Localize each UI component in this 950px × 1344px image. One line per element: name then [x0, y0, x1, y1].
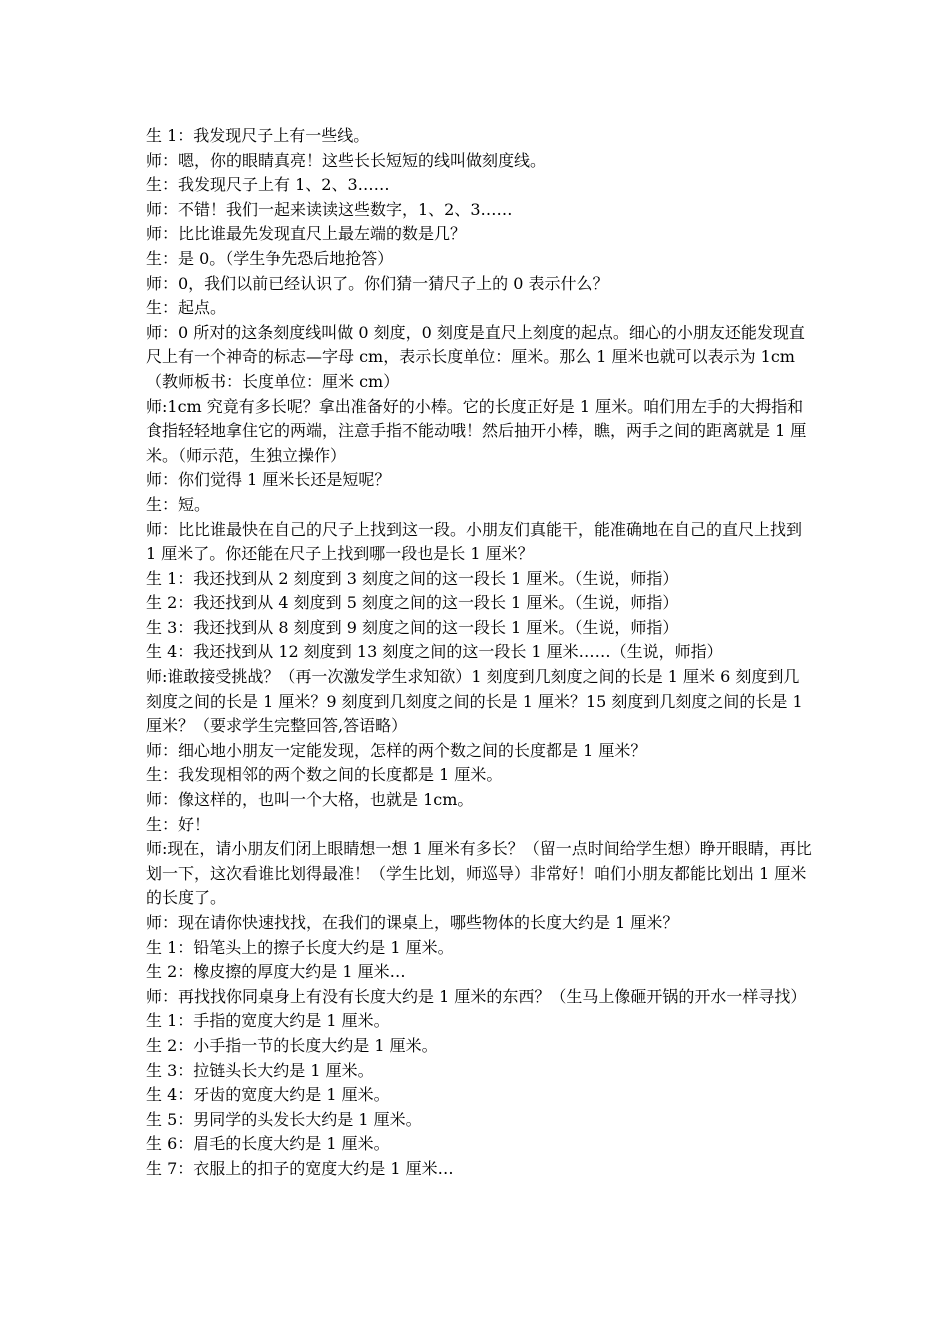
paragraph: 师：你们觉得 1 厘米长还是短呢？ — [146, 470, 391, 490]
paragraph: 师：0 所对的这条刻度线叫做 0 刻度，0 刻度是直尺上刻度的起点。细心的小朋友还能发现直尺上有一个神奇的标志—字母 cm，表示长度单位：厘米。那么 1 厘米也就可以表示为 1cm（教师板书：长度单位：厘米 cm） — [146, 322, 805, 391]
paragraph: 生 3：我还找到从 8 刻度到 9 刻度之间的这一段长 1 厘米。（生说，师指） — [146, 617, 679, 637]
paragraph: 生 1：我发现尺子上有一些线。 — [146, 126, 370, 145]
paragraph: 生 1：我还找到从 2 刻度到 3 刻度之间的这一段长 1 厘米。（生说，师指） — [146, 568, 679, 588]
paragraph: 生 1：手指的宽度大约是 1 厘米。 — [146, 1011, 390, 1031]
paragraph: 生：我发现尺子上有 1、2、3…… — [146, 175, 390, 195]
paragraph: 师：再找找你同桌身上有没有长度大约是 1 厘米的东西？（生马上像砸开锅的开水一样寻找） — [146, 986, 807, 1006]
paragraph: 师：0，我们以前已经认识了。你们猜一猜尺子上的 0 表示什么？ — [146, 273, 609, 293]
paragraph: 生：是 0。（学生争先恐后地抢答） — [146, 248, 394, 268]
paragraph: 师:谁敢接受挑战？（再一次激发学生求知欲）1 刻度到几刻度之间的长是 1 厘米 6 刻度到几刻度之间的长是 1 厘米？9 刻度到几刻度之间的长是 1 厘米？15 刻度到几刻度之间的长是 1 厘米？（要求学生完整回答,答语略） — [146, 667, 803, 736]
paragraph: 生 3：拉链头长大约是 1 厘米。 — [146, 1060, 374, 1080]
paragraph: 师：比比谁最快在自己的尺子上找到这一段。小朋友们真能干，能准确地在自己的直尺上找到 1 厘米了。你还能在尺子上找到哪一段也是长 1 厘米？ — [146, 519, 803, 564]
paragraph: 生 2：橡皮擦的厚度大约是 1 厘米… — [146, 962, 406, 982]
paragraph: 生：起点。 — [146, 298, 227, 318]
paragraph: 生 4：我还找到从 12 刻度到 13 刻度之间的这一段长 1 厘米……（生说，师指） — [146, 642, 723, 662]
paragraph: 师：比比谁最先发现直尺上最左端的数是几？ — [146, 224, 467, 244]
paragraph: 师：细心地小朋友一定能发现，怎样的两个数之间的长度都是 1 厘米？ — [146, 740, 647, 760]
document-body — [146, 124, 812, 1182]
paragraph: 师:现在，请小朋友们闭上眼睛想一想 1 厘米有多长？（留一点时间给学生想）睁开眼睛，再比划一下，这次看谁比划得最准！（学生比划，师巡导）非常好！咱们小朋友都能比划出 1 厘米的长度了。 — [146, 839, 812, 908]
paragraph: 师:1cm 究竟有多长呢？拿出准备好的小棒。它的长度正好是 1 厘米。咱们用左手的大拇指和食指轻轻地拿住它的两端，注意手指不能动哦！然后抽开小棒，瞧，两手之间的距离就是 1 厘米。（师示范，生独立操作） — [146, 396, 807, 465]
paragraph: 生：短。 — [146, 494, 211, 514]
paragraph: 生 2：我还找到从 4 刻度到 5 刻度之间的这一段长 1 厘米。（生说，师指） — [146, 593, 679, 613]
paragraph: 师：嗯，你的眼睛真亮！这些长长短短的线叫做刻度线。 — [146, 150, 547, 170]
paragraph: 生 7：衣服上的扣子的宽度大约是 1 厘米… — [146, 1158, 454, 1178]
paragraph: 生：我发现相邻的两个数之间的长度都是 1 厘米。 — [146, 765, 503, 785]
paragraph: 生 5：男同学的头发长大约是 1 厘米。 — [146, 1109, 422, 1129]
paragraph: 生 4：牙齿的宽度大约是 1 厘米。 — [146, 1085, 390, 1105]
paragraph: 生 6：眉毛的长度大约是 1 厘米。 — [146, 1134, 390, 1154]
paragraph: 师：像这样的，也叫一个大格，也就是 1cm。 — [146, 790, 474, 810]
paragraph: 生 2：小手指一节的长度大约是 1 厘米。 — [146, 1035, 438, 1055]
paragraph: 生：好！ — [146, 814, 211, 834]
paragraph: 师：不错！我们一起来读读这些数字，1、2、3…… — [146, 199, 513, 219]
paragraph: 生 1：铅笔头上的擦子长度大约是 1 厘米。 — [146, 937, 454, 957]
paragraph: 师：现在请你快速找找，在我们的课桌上，哪些物体的长度大约是 1 厘米？ — [146, 913, 679, 932]
